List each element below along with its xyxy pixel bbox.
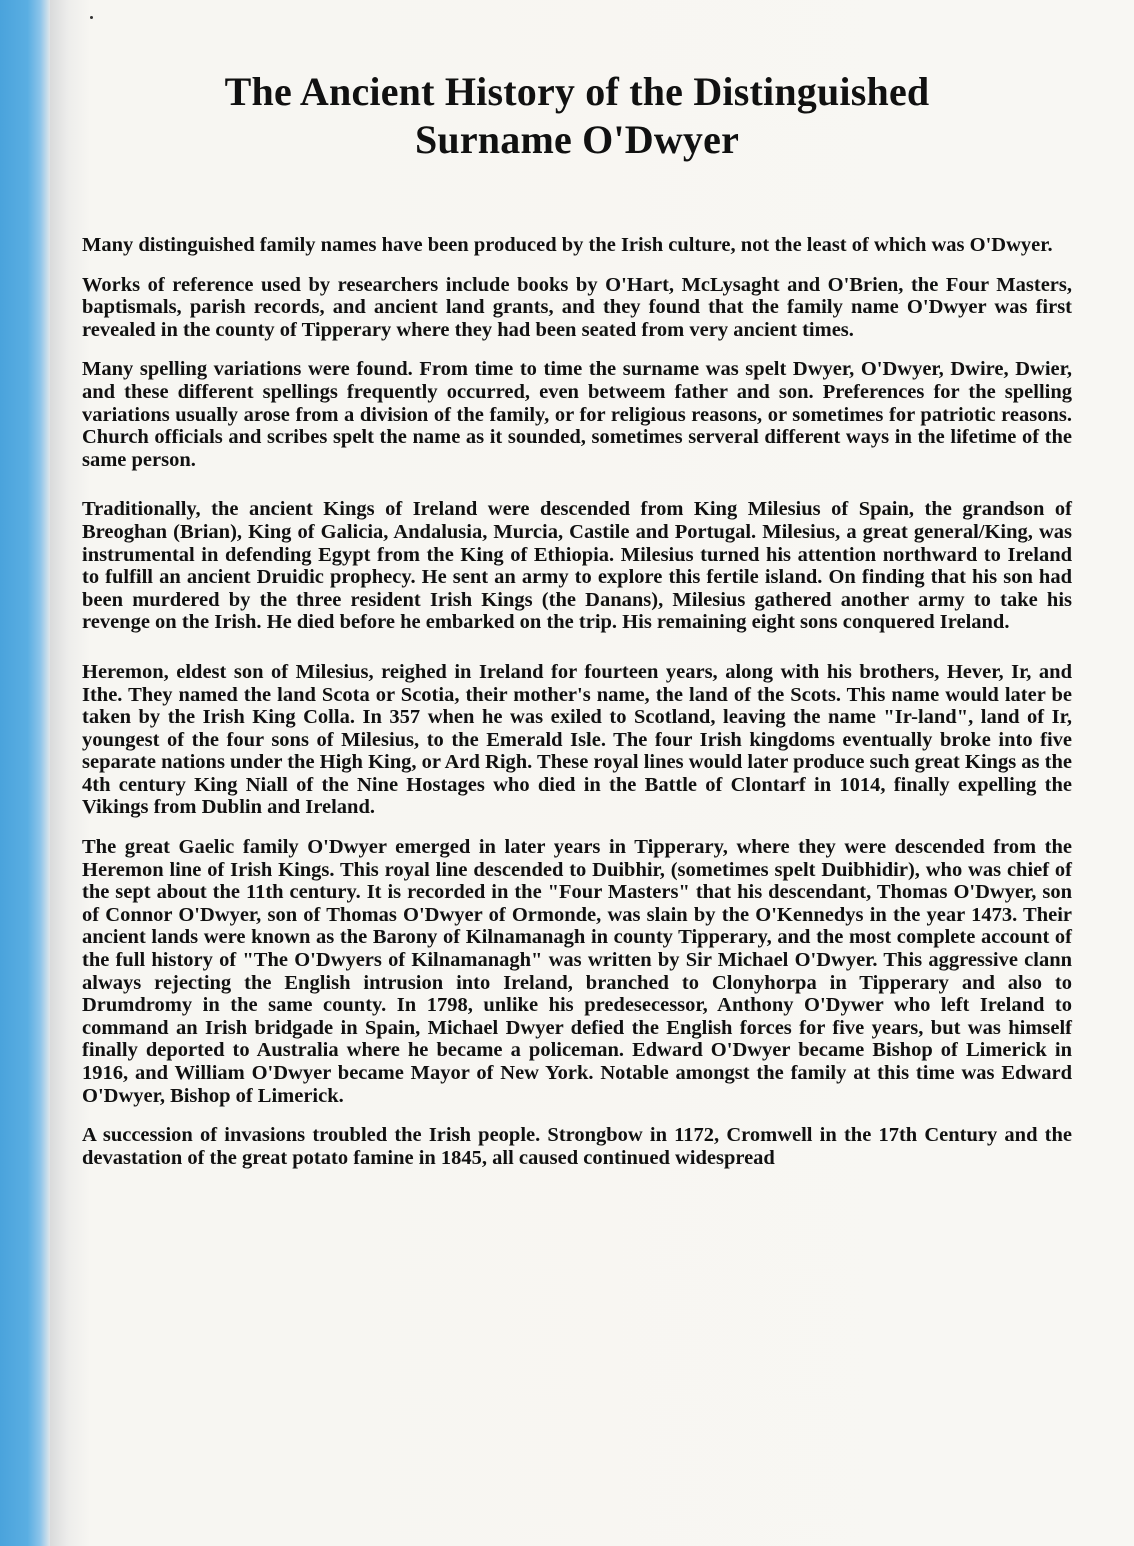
paragraph-milesius: Traditionally, the ancient Kings of Ireland were descended from King Milesius of Spain, the grandson of Breoghan (Brian), King of Galicia, Andalusia, Murcia, Castile and Portugal. Milesius, a great general/King, was instrumental in defending Egypt from the King of Ethiopia. Milesius turned his attention northward to Ireland to fulfill an ancient Druidic prophecy. He sent an army to explore this fertile island. On finding that his son had been murdered by the three resident Irish Kings (the Danans), Milesius gathered another army to take his revenge on the Irish. He died before he embarked on the trip. His remaining eight sons conquered Ireland. [82,498,1072,634]
blue-backing-edge [0,0,50,1546]
speck-mark [90,16,93,19]
paragraph-invasions: A succession of invasions troubled the Irish people. Strongbow in 1172, Cromwell in the 17th Century and the devastation of the great potato famine in 1845, all caused continued widespread [82,1124,1072,1169]
paragraph-spelling-variations: Many spelling variations were found. From time to time the surname was spelt Dwyer, O'Dwyer, Dwire, Dwier, and these different spellings frequently occurred, even betweem father and son. Preferences for the spelling variations usually arose from a division of the family, or for religious reasons, or sometimes for patriotic reasons. Church officials and scribes spelt the name as it sounded, sometimes serveral different ways in the lifetime of the same person. [82,358,1072,471]
page-title [82,68,1072,164]
paragraph-heremon: Heremon, eldest son of Milesius, reighed in Ireland for fourteen years, along with his brothers, Hever, Ir, and Ithe. They named the land Scota or Scotia, their mother's name, the land of the Scots. This name would later be taken by the Irish King Colla. In 357 when he was exiled to Scotland, leaving the name "Ir-land", land of Ir, youngest of the four sons of Milesius, to the Emerald Isle. The four Irish kingdoms eventually broke into five separate nations under the High King, or Ard Righ. These royal lines would later produce such great Kings as the 4th century King Niall of the Nine Hostages who died in the Battle of Clontarf in 1014, finally expelling the Vikings from Dublin and Ireland. [82,660,1072,819]
paragraph-intro: Many distinguished family names have been produced by the Irish culture, not the least of which was O'Dwyer. [82,234,1053,256]
paragraph-references: Works of reference used by researchers include books by O'Hart, McLysaght and O'Brien, the Four Masters, baptismals, parish records, and ancient land grants, and they found that the family name O'Dwyer was first revealed in the county of Tipperary where they had been seated from very ancient times. [82,273,1072,341]
paragraph-gaelic-family: The great Gaelic family O'Dwyer emerged in later years in Tipperary, where they were descended from the Heremon line of Irish Kings. This royal line descended to Duibhir, (sometimes spelt Duibhidir), who was chief of the sept about the 11th century. It is recorded in the "Four Masters" that his descendant, Thomas O'Dwyer, son of Connor O'Dwyer, son of Thomas O'Dwyer of Ormonde, was slain by the O'Kennedys in the year 1473. Their ancient lands were known as the Barony of Kilnamanagh in county Tipperary, and the most complete account of the full history of "The O'Dwyers of Kilnamanagh" was written by Sir Michael O'Dwyer. This aggressive clann always rejecting the English intrusion into Ireland, branched to Clonyhorpa in Tipperary and also to Drumdromy in the same county. In 1798, unlike his predesecessor, Anthony O'Dywer who left Ireland to command an Irish bridgade in Spain, Michael Dwyer defied the English forces for five years, but was himself finally deported to Australia where he became a policeman. Edward O'Dwyer became Bishop of Limerick in 1916, and William O'Dwyer became Mayor of New York. Notable amongst the family at this time was Edward O'Dwyer, Bishop of Limerick. [82,836,1072,1107]
page-title-line-1: The Ancient History of the Distinguished [224,69,930,114]
document-body [82,68,1072,1186]
page-title-line-2: Surname O'Dwyer [414,117,740,162]
